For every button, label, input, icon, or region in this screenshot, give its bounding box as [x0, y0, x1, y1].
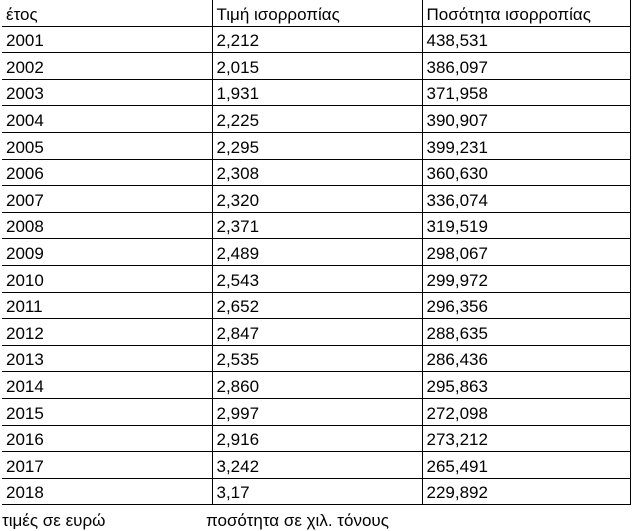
cell-quantity: 265,491 — [422, 452, 630, 479]
cell-year: 2011 — [2, 292, 212, 319]
cell-price: 1,931 — [212, 79, 422, 106]
cell-price: 2,212 — [212, 26, 422, 53]
cell-quantity: 336,074 — [422, 186, 630, 213]
cell-quantity: 272,098 — [422, 398, 630, 425]
cell-quantity: 286,436 — [422, 345, 630, 372]
table-row — [2, 239, 630, 266]
cell-year: 2006 — [2, 159, 212, 186]
cell-price: 2,308 — [212, 159, 422, 186]
cell-price: 2,225 — [212, 106, 422, 133]
cell-year: 2009 — [2, 239, 212, 266]
cell-quantity: 390,907 — [422, 106, 630, 133]
cell-price: 2,535 — [212, 345, 422, 372]
cell-year: 2002 — [2, 53, 212, 80]
cell-quantity: 319,519 — [422, 212, 630, 239]
cell-quantity: 288,635 — [422, 319, 630, 346]
cell-year: 2005 — [2, 132, 212, 159]
table-row — [2, 319, 630, 346]
cell-price: 2,916 — [212, 425, 422, 452]
cell-quantity: 399,231 — [422, 132, 630, 159]
table-row — [2, 132, 630, 159]
header-price: Τιμή ισορροπίας — [212, 0, 422, 26]
table-body — [2, 26, 630, 505]
table-row — [2, 26, 630, 53]
price-unit-note: τιμές σε ευρώ — [2, 511, 106, 530]
cell-quantity: 298,067 — [422, 239, 630, 266]
cell-year: 2001 — [2, 26, 212, 53]
cell-price: 2,015 — [212, 53, 422, 80]
table-row — [2, 159, 630, 186]
table-row — [2, 425, 630, 452]
cell-price: 3,17 — [212, 478, 422, 505]
table-row — [2, 292, 630, 319]
cell-price: 2,847 — [212, 319, 422, 346]
equilibrium-table — [2, 0, 631, 505]
cell-year: 2012 — [2, 319, 212, 346]
cell-year: 2003 — [2, 79, 212, 106]
cell-price: 2,371 — [212, 212, 422, 239]
cell-price: 2,860 — [212, 372, 422, 399]
header-quantity: Ποσότητα ισορροπίας — [422, 0, 630, 26]
table-row — [2, 212, 630, 239]
cell-year: 2007 — [2, 186, 212, 213]
table-row — [2, 398, 630, 425]
cell-year: 2018 — [2, 478, 212, 505]
cell-quantity: 438,531 — [422, 26, 630, 53]
table-row — [2, 106, 630, 133]
header-year: έτος — [2, 0, 212, 26]
cell-year: 2010 — [2, 265, 212, 292]
cell-year: 2013 — [2, 345, 212, 372]
cell-quantity: 295,863 — [422, 372, 630, 399]
table-row — [2, 186, 630, 213]
cell-year: 2004 — [2, 106, 212, 133]
equilibrium-table-container — [2, 0, 631, 505]
cell-year: 2016 — [2, 425, 212, 452]
cell-price: 2,295 — [212, 132, 422, 159]
cell-quantity: 273,212 — [422, 425, 630, 452]
cell-price: 3,242 — [212, 452, 422, 479]
table-row — [2, 345, 630, 372]
cell-price: 2,320 — [212, 186, 422, 213]
quantity-unit-note: ποσότητα σε χιλ. τόνους — [206, 511, 389, 530]
cell-quantity: 299,972 — [422, 265, 630, 292]
table-row — [2, 53, 630, 80]
cell-price: 2,543 — [212, 265, 422, 292]
table-row — [2, 265, 630, 292]
table-row — [2, 452, 630, 479]
cell-year: 2014 — [2, 372, 212, 399]
cell-quantity: 229,892 — [422, 478, 630, 505]
cell-quantity: 386,097 — [422, 53, 630, 80]
cell-quantity: 296,356 — [422, 292, 630, 319]
cell-year: 2015 — [2, 398, 212, 425]
cell-quantity: 360,630 — [422, 159, 630, 186]
unit-notes — [2, 511, 632, 531]
table-row — [2, 478, 630, 505]
table-row — [2, 372, 630, 399]
table-row — [2, 79, 630, 106]
cell-price: 2,997 — [212, 398, 422, 425]
cell-price: 2,489 — [212, 239, 422, 266]
cell-quantity: 371,958 — [422, 79, 630, 106]
table-header-row — [2, 0, 630, 26]
cell-price: 2,652 — [212, 292, 422, 319]
cell-year: 2008 — [2, 212, 212, 239]
cell-year: 2017 — [2, 452, 212, 479]
